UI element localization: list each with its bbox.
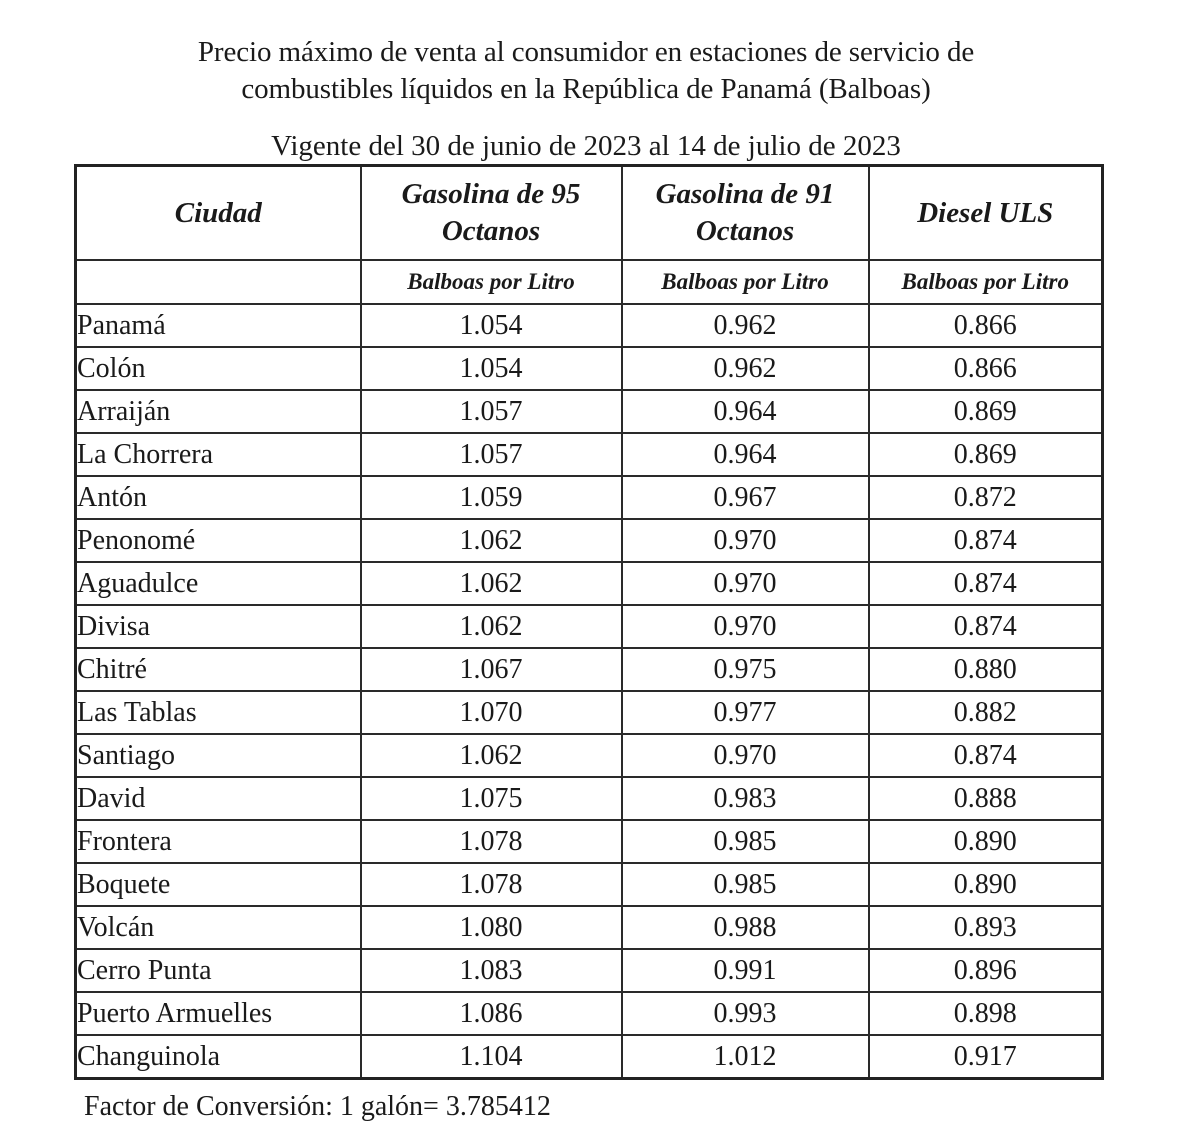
table-row	[76, 347, 1103, 390]
gasoline-95-price-cell: 1.062	[361, 519, 622, 562]
gasoline-95-price-cell: 1.080	[361, 906, 622, 949]
city-cell: Antón	[76, 476, 361, 519]
diesel-price-cell: 0.874	[869, 605, 1103, 648]
gasoline-95-price-cell: 1.062	[361, 605, 622, 648]
table-row	[76, 648, 1103, 691]
table-row	[76, 519, 1103, 562]
gasoline-95-price-cell: 1.054	[361, 304, 622, 347]
city-cell: Frontera	[76, 820, 361, 863]
gasoline-95-price-cell: 1.078	[361, 863, 622, 906]
diesel-price-cell: 0.880	[869, 648, 1103, 691]
gasoline-95-price-cell: 1.062	[361, 562, 622, 605]
conversion-factor-note: Factor de Conversión: 1 galón= 3.785412	[84, 1091, 551, 1122]
gasoline-91-price-cell: 0.970	[622, 519, 869, 562]
city-cell: Changuinola	[76, 1035, 361, 1079]
table-row	[76, 734, 1103, 777]
gasoline-95-price-cell: 1.057	[361, 390, 622, 433]
city-cell: Aguadulce	[76, 562, 361, 605]
gasoline-95-price-cell: 1.067	[361, 648, 622, 691]
diesel-price-cell: 0.917	[869, 1035, 1103, 1079]
gasoline-95-price-cell: 1.086	[361, 992, 622, 1035]
table-row	[76, 390, 1103, 433]
unit-city	[76, 260, 361, 304]
gasoline-95-price-cell: 1.104	[361, 1035, 622, 1079]
document-title-line-2: combustibles líquidos en la República de Panamá (Balboas)	[241, 73, 931, 105]
gasoline-95-price-cell: 1.062	[361, 734, 622, 777]
gasoline-91-price-cell: 0.991	[622, 949, 869, 992]
table-row	[76, 476, 1103, 519]
column-header-gasoline-91-line-2: Octanos	[695, 215, 795, 247]
table-row	[76, 1035, 1103, 1079]
table-row	[76, 691, 1103, 734]
city-cell: Cerro Punta	[76, 949, 361, 992]
column-header-diesel	[869, 166, 1103, 261]
diesel-price-cell: 0.874	[869, 734, 1103, 777]
column-header-city-label: Ciudad	[174, 196, 262, 229]
city-cell: Puerto Armuelles	[76, 992, 361, 1035]
gasoline-91-price-cell: 0.964	[622, 390, 869, 433]
gasoline-91-price-cell: 0.964	[622, 433, 869, 476]
city-cell: Santiago	[76, 734, 361, 777]
column-header-diesel-label: Diesel ULS	[917, 196, 1054, 229]
validity-period: Vigente del 30 de junio de 2023 al 14 de julio de 2023	[271, 130, 901, 162]
city-cell: Boquete	[76, 863, 361, 906]
column-header-city	[76, 166, 361, 261]
gasoline-91-price-cell: 0.970	[622, 605, 869, 648]
diesel-price-cell: 0.888	[869, 777, 1103, 820]
diesel-price-cell: 0.890	[869, 820, 1103, 863]
column-header-gasoline-95-line-2: Octanos	[441, 215, 541, 247]
gasoline-91-price-cell: 0.983	[622, 777, 869, 820]
diesel-price-cell: 0.893	[869, 906, 1103, 949]
gasoline-91-price-cell: 1.012	[622, 1035, 869, 1079]
price-rows	[76, 304, 1103, 1079]
gasoline-95-price-cell: 1.057	[361, 433, 622, 476]
gasoline-95-price-cell: 1.078	[361, 820, 622, 863]
gasoline-91-price-cell: 0.962	[622, 304, 869, 347]
gasoline-91-price-cell: 0.993	[622, 992, 869, 1035]
unit-gasoline-95: Balboas por Litro	[361, 260, 622, 304]
table-row	[76, 863, 1103, 906]
diesel-price-cell: 0.872	[869, 476, 1103, 519]
gasoline-91-price-cell: 0.977	[622, 691, 869, 734]
city-cell: Arraiján	[76, 390, 361, 433]
city-cell: Divisa	[76, 605, 361, 648]
gasoline-91-price-cell: 0.962	[622, 347, 869, 390]
city-cell: Las Tablas	[76, 691, 361, 734]
city-cell: Panamá	[76, 304, 361, 347]
column-header-gasoline-95-line-1: Gasolina de 95	[401, 178, 581, 210]
diesel-price-cell: 0.890	[869, 863, 1103, 906]
table-row	[76, 906, 1103, 949]
table-row	[76, 304, 1103, 347]
city-cell: David	[76, 777, 361, 820]
diesel-price-cell: 0.874	[869, 562, 1103, 605]
diesel-price-cell: 0.866	[869, 304, 1103, 347]
city-cell: Colón	[76, 347, 361, 390]
city-cell: Volcán	[76, 906, 361, 949]
city-cell: Penonomé	[76, 519, 361, 562]
gasoline-91-price-cell: 0.970	[622, 562, 869, 605]
fuel-price-table	[74, 164, 1104, 1080]
gasoline-91-price-cell: 0.967	[622, 476, 869, 519]
diesel-price-cell: 0.898	[869, 992, 1103, 1035]
document-title-line-1: Precio máximo de venta al consumidor en estaciones de servicio de	[197, 36, 975, 68]
table-row	[76, 949, 1103, 992]
diesel-price-cell: 0.869	[869, 390, 1103, 433]
table-row	[76, 820, 1103, 863]
column-header-gasoline-91	[622, 166, 869, 261]
column-header-gasoline-95	[361, 166, 622, 261]
units-row	[76, 260, 1103, 304]
gasoline-95-price-cell: 1.075	[361, 777, 622, 820]
gasoline-91-price-cell: 0.985	[622, 863, 869, 906]
table-row	[76, 433, 1103, 476]
unit-diesel: Balboas por Litro	[869, 260, 1103, 304]
diesel-price-cell: 0.866	[869, 347, 1103, 390]
gasoline-95-price-cell: 1.054	[361, 347, 622, 390]
gasoline-91-price-cell: 0.970	[622, 734, 869, 777]
table-row	[76, 562, 1103, 605]
diesel-price-cell: 0.874	[869, 519, 1103, 562]
header-row	[76, 166, 1103, 261]
gasoline-91-price-cell: 0.988	[622, 906, 869, 949]
gasoline-95-price-cell: 1.059	[361, 476, 622, 519]
diesel-price-cell: 0.882	[869, 691, 1103, 734]
table-row	[76, 777, 1103, 820]
gasoline-95-price-cell: 1.083	[361, 949, 622, 992]
table-row	[76, 605, 1103, 648]
city-cell: Chitré	[76, 648, 361, 691]
diesel-price-cell: 0.896	[869, 949, 1103, 992]
gasoline-91-price-cell: 0.975	[622, 648, 869, 691]
unit-gasoline-91: Balboas por Litro	[622, 260, 869, 304]
table-row	[76, 992, 1103, 1035]
diesel-price-cell: 0.869	[869, 433, 1103, 476]
city-cell: La Chorrera	[76, 433, 361, 476]
gasoline-95-price-cell: 1.070	[361, 691, 622, 734]
column-header-gasoline-91-line-1: Gasolina de 91	[655, 178, 835, 210]
gasoline-91-price-cell: 0.985	[622, 820, 869, 863]
